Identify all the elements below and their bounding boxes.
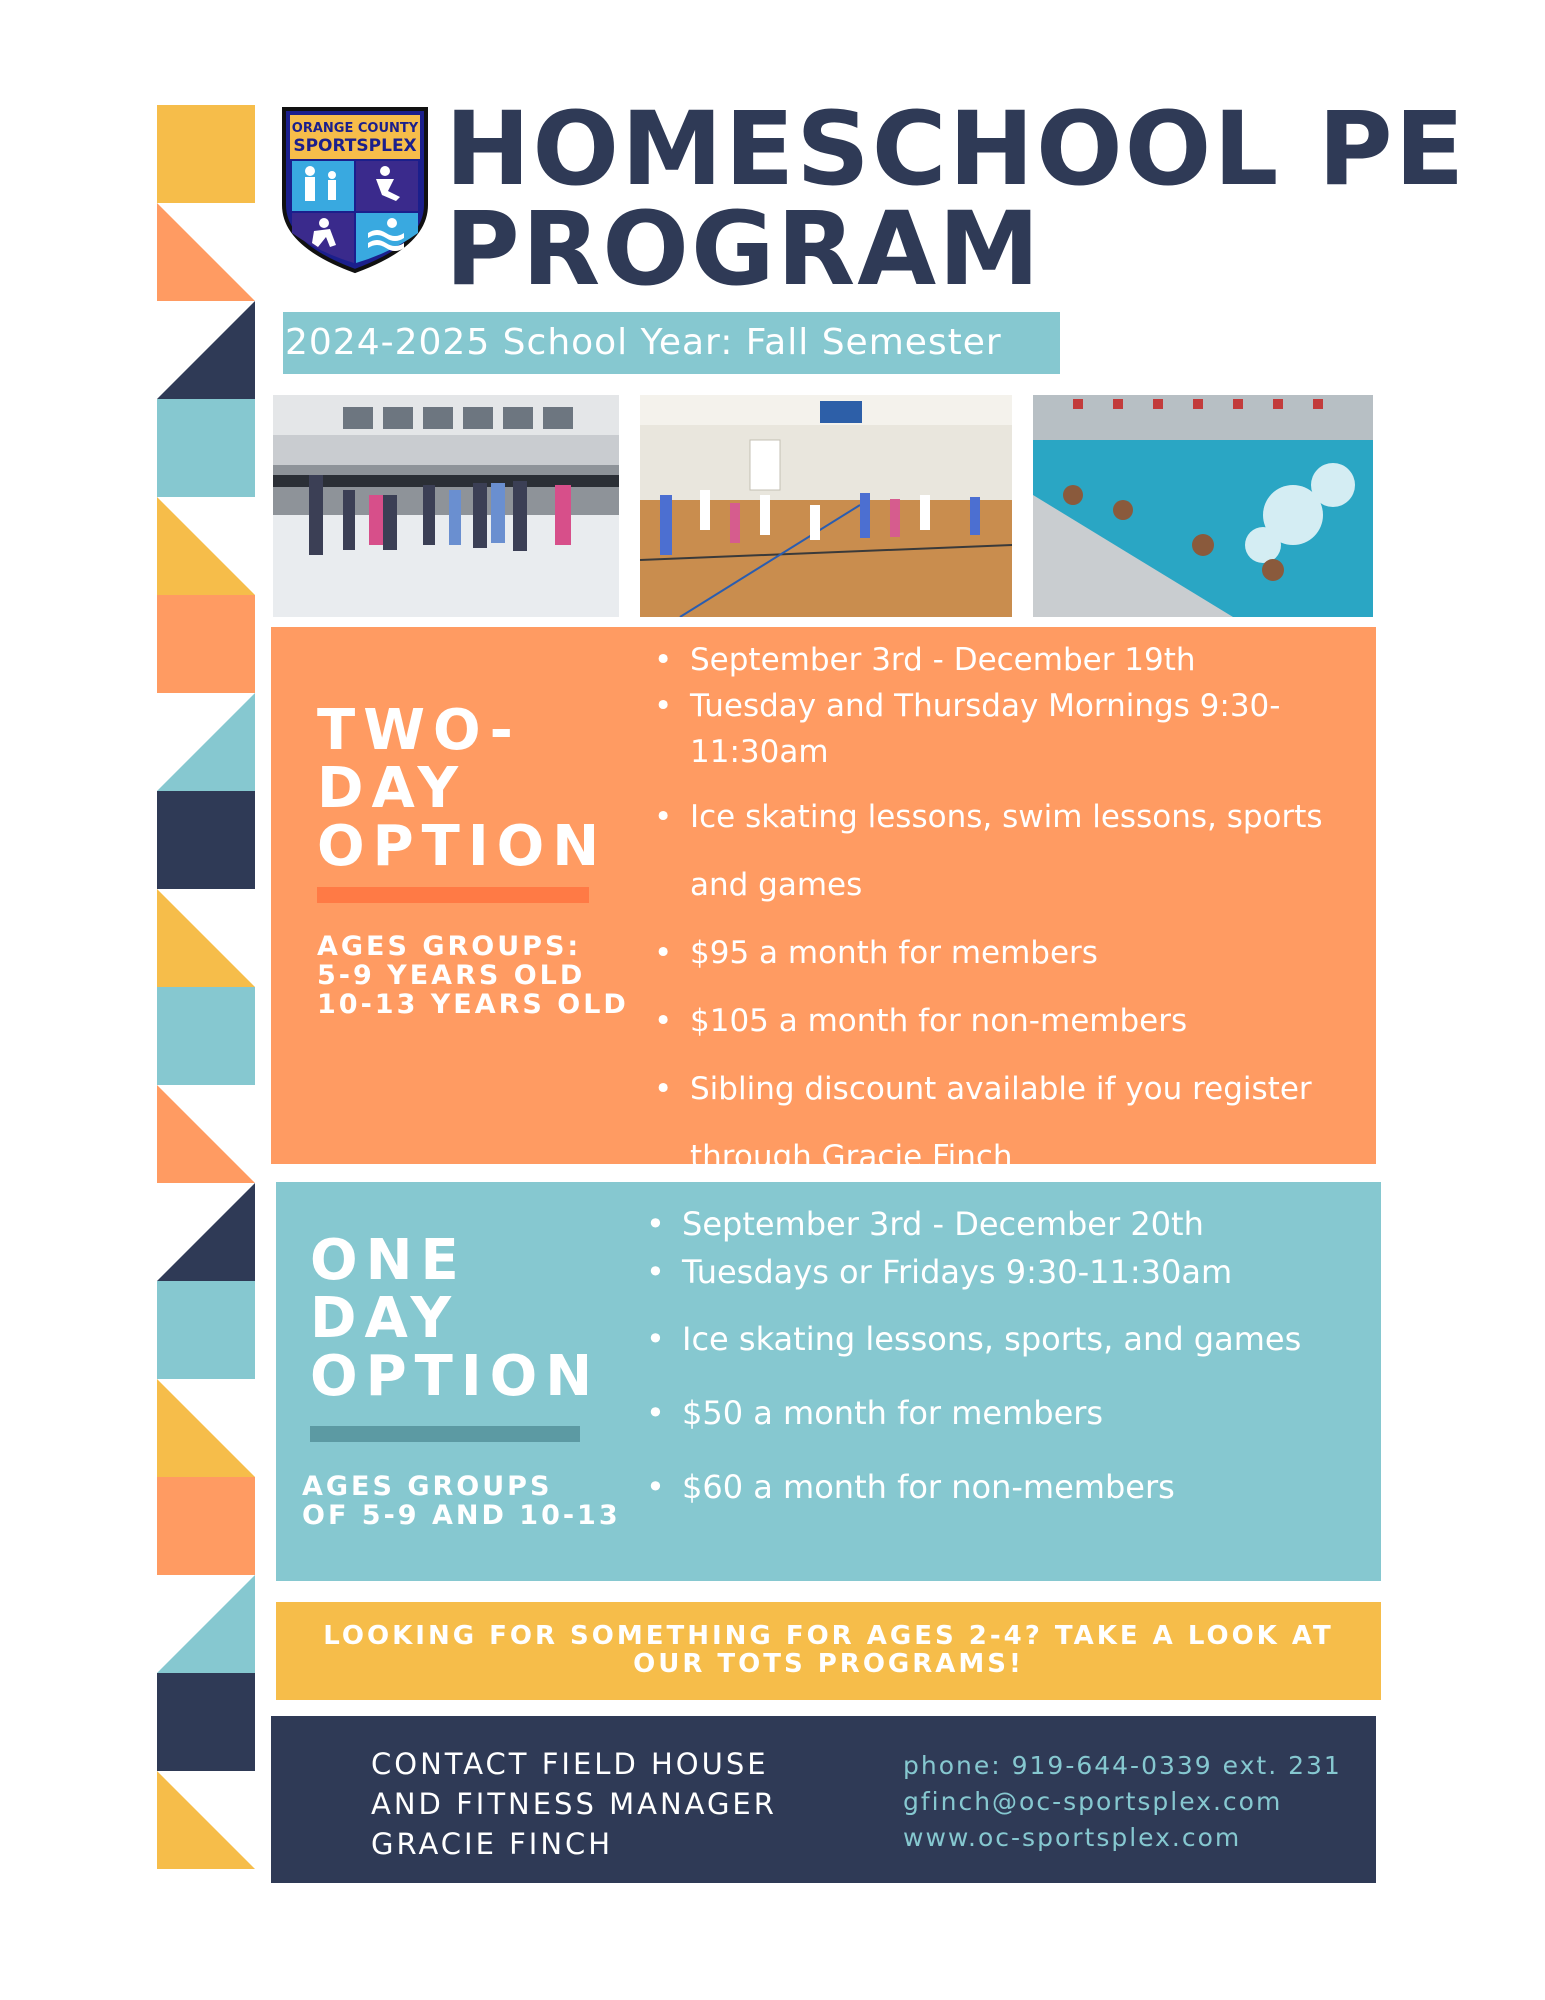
one-day-title-line: OPTION <box>310 1344 601 1409</box>
decorative-tile <box>157 399 255 497</box>
decorative-tile <box>157 1281 255 1379</box>
list-item: • September 3rd - December 20th <box>646 1200 1356 1248</box>
one-day-age-groups <box>302 1472 621 1530</box>
decorative-tile <box>157 1183 255 1281</box>
age-group-line: 5-9 YEARS OLD <box>317 960 586 991</box>
one-day-accent-bar <box>310 1426 580 1442</box>
list-item: • Sibling discount available if you register through Gracie Finch <box>654 1055 1354 1191</box>
one-day-title-line: DAY <box>310 1286 460 1351</box>
two-day-title-line: OPTION <box>317 814 608 879</box>
list-item: • Tuesdays or Fridays 9:30-11:30am <box>646 1248 1356 1296</box>
two-day-title <box>317 698 608 879</box>
two-day-title-line: DAY <box>317 756 467 821</box>
decorative-tile <box>157 497 255 595</box>
list-item: • $105 a month for non-members <box>654 987 1354 1055</box>
two-day-age-groups <box>317 932 629 1019</box>
gym-games-photo <box>640 395 1012 617</box>
decorative-tile <box>157 203 255 301</box>
contact-info <box>903 1748 1342 1856</box>
decorative-tile <box>157 987 255 1085</box>
tots-line: LOOKING FOR SOMETHING FOR AGES 2-4? TAKE A LOOK AT <box>323 1621 1334 1651</box>
decorative-tile <box>157 1379 255 1477</box>
decorative-tile <box>157 1575 255 1673</box>
age-group-line: OF 5-9 AND 10-13 <box>302 1500 621 1531</box>
decorative-tile <box>157 1673 255 1771</box>
decorative-tile <box>157 1477 255 1575</box>
one-day-title-line: ONE <box>310 1228 467 1293</box>
one-day-option-panel <box>276 1182 1381 1581</box>
two-day-details-list <box>654 637 1354 1191</box>
tots-line: OUR TOTS PROGRAMS! <box>633 1649 1024 1679</box>
decorative-tile <box>157 301 255 399</box>
page-title <box>445 90 1505 309</box>
list-item: • $60 a month for non-members <box>646 1450 1356 1524</box>
two-day-option-panel <box>271 627 1376 1175</box>
logo-line1: ORANGE COUNTY <box>291 121 419 136</box>
decorative-tile <box>157 889 255 987</box>
contact-phone: phone: 919-644-0339 ext. 231 <box>903 1751 1342 1780</box>
decorative-tile <box>157 693 255 791</box>
one-day-title <box>310 1228 601 1409</box>
contact-name <box>371 1744 777 1864</box>
decorative-tile <box>157 791 255 889</box>
title-line-2: PROGRAM <box>445 190 1042 309</box>
list-item: • Ice skating lessons, swim lessons, sports and games <box>654 783 1354 919</box>
list-item: • $95 a month for members <box>654 919 1354 987</box>
list-item: • Ice skating lessons, sports, and games <box>646 1302 1356 1376</box>
two-day-title-line: TWO- <box>317 698 521 763</box>
contact-panel <box>271 1716 1376 1883</box>
decorative-tile <box>157 105 255 203</box>
swim-lesson-photo <box>1033 395 1373 617</box>
age-group-line: AGES GROUPS <box>302 1471 553 1502</box>
title-line-1: HOMESCHOOL PE <box>445 90 1467 209</box>
two-day-accent-bar <box>317 887 589 903</box>
sportsplex-logo <box>280 105 430 275</box>
list-item: • September 3rd - December 19th <box>654 637 1354 683</box>
one-day-details-list <box>646 1200 1356 1524</box>
contact-name-line: CONTACT FIELD HOUSE <box>371 1747 769 1781</box>
decorative-tile <box>157 1771 255 1869</box>
list-item: • $50 a month for members <box>646 1376 1356 1450</box>
contact-email[interactable]: gfinch@oc-sportsplex.com <box>903 1787 1283 1816</box>
ice-skating-photo <box>273 395 619 617</box>
contact-website[interactable]: www.oc-sportsplex.com <box>903 1823 1242 1852</box>
age-group-line: 10-13 YEARS OLD <box>317 989 629 1020</box>
logo-line2: SPORTSPLEX <box>293 136 417 156</box>
semester-subtitle: 2024-2025 School Year: Fall Semester <box>283 312 1060 374</box>
contact-name-line: GRACIE FINCH <box>371 1827 614 1861</box>
decorative-tile <box>157 1085 255 1183</box>
tots-program-banner <box>276 1602 1381 1700</box>
decorative-tile <box>157 595 255 693</box>
age-group-line: AGES GROUPS: <box>317 931 582 962</box>
contact-name-line: AND FITNESS MANAGER <box>371 1787 777 1821</box>
list-item: • Tuesday and Thursday Mornings 9:30-11:30am <box>654 683 1354 775</box>
